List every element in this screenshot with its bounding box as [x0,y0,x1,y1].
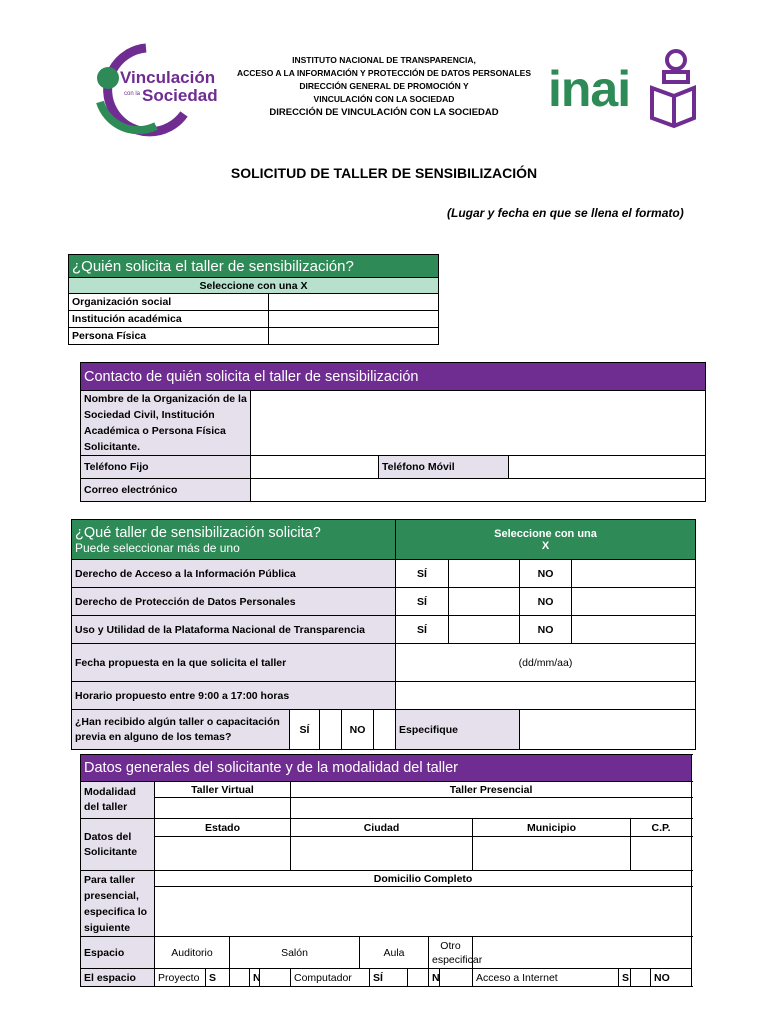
presential-specify-label: Para taller presencial, especifica lo siguiente [81,871,155,937]
phone-fixed-field[interactable] [251,456,379,479]
space-option-aula[interactable]: Aula [360,937,429,969]
city-field[interactable] [291,837,473,871]
projector-no-label: N [250,969,260,987]
inai-logo-text: inai [548,61,631,117]
address-label: Domicilio Completo [155,871,692,887]
state-label: Estado [155,819,291,837]
logo-text-vinculacion: Vinculación [120,68,216,87]
workshop-table [71,519,696,750]
place-date-note: (Lugar y fecha en que se llena el formato) [447,206,684,220]
logo-text-sociedad: Sociedad [142,86,218,105]
space-option-auditorio[interactable]: Auditorio [155,937,230,969]
city-label: Ciudad [291,819,473,837]
yes-label: SÍ [396,560,449,588]
computer-no-label: N [429,969,440,987]
space-has-label: El espacio [81,969,155,987]
contact-table [80,362,706,502]
section-heading-workshop [72,520,396,560]
projector-yes-mark[interactable] [230,969,250,987]
option-label: Organización social [69,294,269,311]
yes-mark-cell[interactable] [449,588,520,616]
phone-fixed-label: Teléfono Fijo [81,456,251,479]
institution-line: ACCESO A LA INFORMACIÓN Y PROTECCIÓN DE DATOS PERSONALES [236,68,532,78]
option-mark-cell[interactable] [269,311,439,328]
institution-line: DIRECCIÓN GENERAL DE PROMOCIÓN Y [299,81,469,91]
no-label: NO [520,616,572,644]
institution-name [230,54,538,119]
internet-no-label: NO [651,969,692,987]
previous-training-label: ¿Han recibido algún taller o capacitación previa en alguno de los temas? [72,710,290,750]
schedule-field[interactable] [396,682,696,710]
yes-label: SÍ [396,616,449,644]
specify-label: Especifique [396,710,520,750]
workshop-subheading: Puede seleccionar más de uno [75,540,240,555]
workshop-heading: ¿Qué taller de sensibilización solicita? [75,524,321,541]
select-header-line: X [541,539,550,552]
name-label: Nombre de la Organización de la Sociedad Civil, Institución Académica o Persona Física Solicitante. [81,391,251,456]
option-mark-cell[interactable] [269,328,439,345]
specify-field[interactable] [520,710,696,750]
address-field[interactable] [155,887,692,937]
no-mark-cell[interactable] [572,616,696,644]
select-header-line: Seleccione con una [494,527,597,540]
space-other-field[interactable] [473,937,692,969]
phone-mobile-field[interactable] [509,456,706,479]
yes-label: SÍ [396,588,449,616]
presential-mark-cell[interactable] [291,798,692,819]
computer-no-mark[interactable] [440,969,473,987]
section-heading-general: Datos generales del solicitante y de la modalidad del taller [81,755,692,782]
no-label: NO [520,588,572,616]
page-title: SOLICITUD DE TALLER DE SENSIBILIZACIÓN [230,165,538,181]
phone-mobile-label: Teléfono Móvil [379,456,509,479]
projector-yes-label: S [206,969,230,987]
modality-label: Modalidad del taller [81,782,155,819]
no-label: NO [342,710,374,750]
requester-type-table [68,254,439,345]
email-label: Correo electrónico [81,479,251,502]
cp-label: C.P. [631,819,692,837]
inai-logo [548,48,698,128]
no-label: NO [520,560,572,588]
option-label: Institución académica [69,311,269,328]
yes-mark-cell[interactable] [449,560,520,588]
name-field[interactable] [251,391,706,456]
option-mark-cell[interactable] [269,294,439,311]
institution-line: VINCULACIÓN CON LA SOCIEDAD [313,94,455,104]
presential-label: Taller Presencial [291,782,692,798]
workshop-option-label: Uso y Utilidad de la Plataforma Nacional de Transparencia [72,616,396,644]
general-data-table [80,754,692,987]
vinculacion-logo [86,42,218,132]
direction-name: DIRECCIÓN DE VINCULACIÓN CON LA SOCIEDAD [269,107,499,118]
virtual-mark-cell[interactable] [155,798,291,819]
date-field[interactable]: (dd/mm/aa) [396,644,696,682]
space-option-salon[interactable]: Salón [230,937,360,969]
yes-label: SÍ [290,710,320,750]
internet-label: Acceso a Internet [473,969,619,987]
no-mark-cell[interactable] [572,560,696,588]
email-field[interactable] [251,479,706,502]
workshop-option-label: Derecho de Protección de Datos Personales [72,588,396,616]
projector-no-mark[interactable] [260,969,291,987]
municipality-label: Municipio [473,819,631,837]
computer-yes-mark[interactable] [408,969,429,987]
projector-label: Proyecto [155,969,206,987]
computer-yes-label: SÍ [370,969,408,987]
logo-text-small: con la [124,91,141,97]
space-option-other[interactable]: Otro especificar [429,937,473,969]
section-heading-contact: Contacto de quién solicita el taller de sensibilización [81,363,706,391]
yes-mark-cell[interactable] [449,616,520,644]
cp-field[interactable] [631,837,692,871]
internet-yes-mark[interactable] [631,969,651,987]
inai-emblem-icon [648,48,698,128]
date-label: Fecha propuesta en la que solicita el taller [72,644,396,682]
computer-label: Computador [291,969,370,987]
section-heading-requester: ¿Quién solicita el taller de sensibilización? [69,255,439,278]
option-label: Persona Física [69,328,269,345]
internet-yes-label: S [619,969,631,987]
state-field[interactable] [155,837,291,871]
select-instruction: Seleccione con una X [69,278,439,294]
no-mark-cell[interactable] [572,588,696,616]
no-mark-cell[interactable] [374,710,396,750]
space-label: Espacio [81,937,155,969]
applicant-label: Datos del Solicitante [81,819,155,871]
virtual-label: Taller Virtual [155,782,291,798]
municipality-field[interactable] [473,837,631,871]
institution-line: INSTITUTO NACIONAL DE TRANSPARENCIA, [292,55,476,65]
workshop-option-label: Derecho de Acceso a la Información Pública [72,560,396,588]
select-header [396,520,696,560]
schedule-label: Horario propuesto entre 9:00 a 17:00 horas [72,682,396,710]
yes-mark-cell[interactable] [320,710,342,750]
